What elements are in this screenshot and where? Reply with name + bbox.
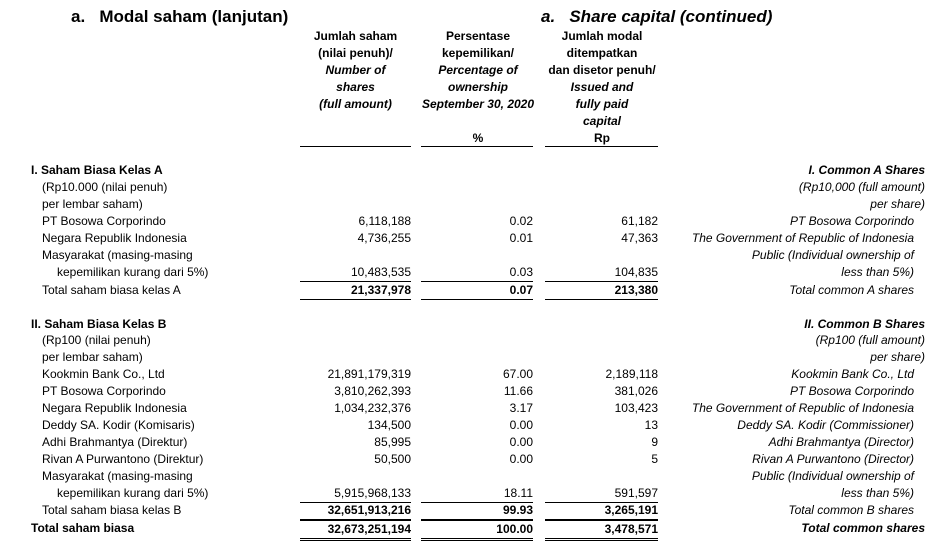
header-capital-line: Jumlah modal	[561, 29, 643, 43]
grand-total-row	[0, 520, 947, 537]
table-row	[0, 230, 947, 247]
section-b-par-id: (Rp100 (nilai penuh)	[42, 333, 151, 347]
section-b-title-en: II. Common B Shares	[804, 317, 925, 331]
shareholder-name-en: Deddy SA. Kodir (Commissioner)	[737, 418, 914, 432]
capital-amount: 5	[651, 452, 658, 466]
subtotal-pct: 0.07	[421, 282, 533, 300]
section-b-title-row	[0, 316, 947, 333]
header-shares-line: Number of	[325, 63, 386, 77]
shareholder-name-en: The Government of Republic of Indonesia	[691, 231, 914, 245]
page-title-en: a. Share capital (continued)	[541, 7, 773, 26]
ownership-pct: 67.00	[502, 367, 533, 381]
share-count: 4,736,255	[357, 231, 411, 245]
header-rule	[545, 146, 658, 147]
table-row	[0, 213, 947, 230]
public-label-en: Public (Individual ownership of	[751, 469, 914, 483]
section-a-title-id: I. Saham Biasa Kelas A	[31, 163, 163, 177]
header-capital-line: dan disetor penuh/	[548, 63, 656, 77]
share-count: 134,500	[367, 418, 411, 432]
subtotal-label-id: Total saham biasa kelas B	[42, 503, 182, 517]
table-row	[0, 417, 947, 434]
table-row	[0, 451, 947, 468]
section-b-par-row	[0, 332, 947, 349]
capital-amount: 103,423	[614, 401, 658, 415]
table-row	[0, 247, 947, 264]
section-a-title-en: I. Common A Shares	[808, 163, 925, 177]
section-b-par-en: per share)	[870, 350, 925, 364]
section-b-par-row	[0, 349, 947, 366]
public-label-en: less than 5%)	[841, 265, 914, 279]
shareholder-name: Kookmin Bank Co., Ltd	[42, 367, 165, 381]
public-label-id: kepemilikan kurang dari 5%)	[57, 265, 209, 279]
section-a-par-id: (Rp10.000 (nilai penuh)	[42, 180, 168, 194]
section-a-title-row	[0, 162, 947, 179]
header-pct-line: Percentage of	[438, 63, 518, 77]
grand-total-label-en: Total common shares	[801, 521, 925, 535]
ownership-pct: 18.11	[421, 485, 533, 503]
shareholder-name: PT Bosowa Corporindo	[42, 214, 166, 228]
header-pct-line	[412, 113, 544, 130]
header-capital-line: fully paid	[575, 97, 629, 111]
shareholder-name: PT Bosowa Corporindo	[42, 384, 166, 398]
shareholder-name: Adhi Brahmantya (Direktur)	[42, 435, 188, 449]
shareholder-name: Deddy SA. Kodir (Komisaris)	[42, 418, 195, 432]
section-a-par-id: per lembar saham)	[42, 197, 143, 211]
ownership-pct: 0.03	[421, 264, 533, 282]
header-capital-line: ditempatkan	[566, 46, 638, 60]
shareholder-name-en: Adhi Brahmantya (Director)	[768, 435, 914, 449]
shareholder-name-en: PT Bosowa Corporindo	[789, 384, 914, 398]
grand-total-shares: 32,673,251,194	[300, 520, 411, 541]
share-count: 10,483,535	[300, 264, 411, 282]
header-shares-line: (nilai penuh)/	[318, 46, 393, 60]
subtotal-row	[0, 502, 947, 519]
header-capital-line: capital	[582, 114, 621, 128]
header-capital-line: Rp	[594, 131, 610, 145]
shareholder-name-en: PT Bosowa Corporindo	[789, 214, 914, 228]
subtotal-shares: 32,651,913,216	[300, 502, 411, 520]
ownership-pct: 0.00	[509, 418, 533, 432]
table-row	[0, 400, 947, 417]
ownership-pct: 0.02	[509, 214, 533, 228]
header-shares	[300, 28, 411, 113]
section-b-par-en: (Rp100 (full amount)	[815, 333, 925, 347]
share-count: 3,810,262,393	[334, 384, 411, 398]
capital-amount: 2,189,118	[605, 367, 658, 381]
header-pct-line: ownership	[447, 80, 508, 94]
table-row	[0, 366, 947, 383]
share-count: 1,034,232,376	[334, 401, 411, 415]
capital-amount: 9	[651, 435, 658, 449]
header-capital	[538, 28, 666, 147]
shareholder-name: Negara Republik Indonesia	[42, 401, 187, 415]
section-a-par-row	[0, 196, 947, 213]
capital-amount: 591,597	[545, 485, 658, 503]
capital-amount: 47,363	[621, 231, 658, 245]
ownership-pct: 0.00	[509, 435, 533, 449]
header-pct-line: Persentase	[445, 29, 511, 43]
header-rule	[300, 146, 411, 147]
shareholder-name: Negara Republik Indonesia	[42, 231, 187, 245]
subtotal-label-id: Total saham biasa kelas A	[42, 283, 181, 297]
shareholder-name: Rivan A Purwantono (Direktur)	[42, 452, 204, 466]
share-count: 5,915,968,133	[300, 485, 411, 503]
page-title-id: a. Modal saham (lanjutan)	[71, 7, 289, 26]
header-shares-line: (full amount)	[319, 97, 392, 111]
subtotal-label-en: Total common B shares	[788, 503, 914, 517]
subtotal-label-en: Total common A shares	[789, 283, 914, 297]
header-shares-line: Jumlah saham	[313, 29, 398, 43]
public-label-en: Public (Individual ownership of	[751, 248, 914, 262]
header-rule	[421, 146, 533, 147]
section-a-par-row	[0, 179, 947, 196]
section-a-par-en: per share)	[870, 197, 925, 211]
header-capital-line: Issued and	[570, 80, 634, 94]
public-label-id: Masyarakat (masing-masing	[42, 469, 193, 483]
header-pct-line: kepemilikan/	[441, 46, 515, 60]
ownership-pct: 0.01	[509, 231, 533, 245]
ownership-pct: 3.17	[509, 401, 533, 415]
table-row	[0, 383, 947, 400]
grand-total-amount: 3,478,571	[545, 520, 658, 541]
table-row	[0, 264, 947, 281]
section-b-title-id: II. Saham Biasa Kelas B	[31, 317, 167, 331]
share-count: 6,118,188	[358, 214, 411, 228]
grand-total-label-id: Total saham biasa	[31, 521, 135, 535]
public-label-id: kepemilikan kurang dari 5%)	[57, 486, 209, 500]
subtotal-pct: 99.93	[421, 502, 533, 520]
table-row	[0, 468, 947, 485]
share-count: 21,891,179,319	[327, 367, 411, 381]
public-label-en: less than 5%)	[841, 486, 914, 500]
header-pct-line: %	[472, 131, 484, 145]
share-count: 50,500	[374, 452, 411, 466]
header-shares-line: shares	[336, 80, 375, 94]
capital-amount: 13	[644, 418, 658, 432]
table-row	[0, 434, 947, 451]
section-b-par-id: per lembar saham)	[42, 350, 143, 364]
capital-amount: 381,026	[614, 384, 658, 398]
shareholder-name-en: Rivan A Purwantono (Director)	[752, 452, 914, 466]
shareholder-name-en: Kookmin Bank Co., Ltd	[791, 367, 914, 381]
public-label-id: Masyarakat (masing-masing	[42, 248, 193, 262]
capital-amount: 104,835	[545, 264, 658, 282]
ownership-pct: 0.00	[509, 452, 533, 466]
table-row	[0, 485, 947, 502]
header-pct-line: September 30, 2020	[421, 97, 535, 111]
subtotal-shares: 21,337,978	[300, 282, 411, 300]
capital-amount: 61,182	[621, 214, 658, 228]
section-a-par-en: (Rp10,000 (full amount)	[798, 180, 925, 194]
shareholder-name-en: The Government of Republic of Indonesia	[691, 401, 914, 415]
subtotal-row	[0, 282, 947, 299]
grand-total-pct: 100.00	[421, 520, 533, 541]
header-percentage	[412, 28, 544, 147]
ownership-pct: 11.66	[503, 384, 533, 398]
share-count: 85,995	[374, 435, 411, 449]
subtotal-amount: 3,265,191	[545, 502, 658, 520]
subtotal-amount: 213,380	[545, 282, 658, 300]
